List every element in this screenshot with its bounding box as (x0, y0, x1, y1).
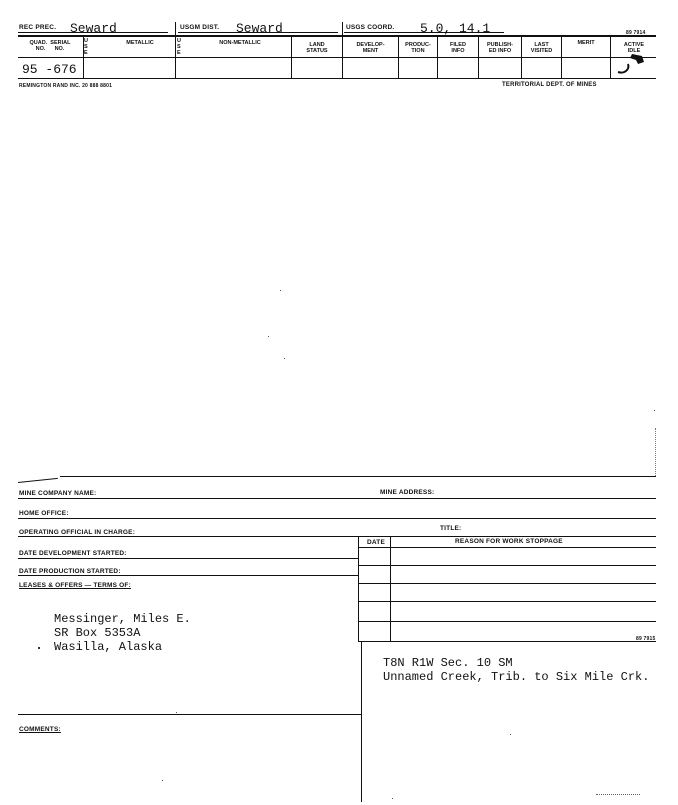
stoppage-row (358, 565, 656, 566)
row-rule (18, 498, 656, 499)
usgm-underline (178, 32, 338, 33)
scan-speck (654, 410, 655, 411)
mine-address-label: MINE ADDRESS: (380, 489, 435, 496)
bottom-index-card (0, 470, 678, 805)
data-row-rule (18, 78, 656, 79)
scan-speck (268, 336, 269, 337)
scan-speck (162, 780, 163, 781)
department-imprint: TERRITORIAL DEPT. OF MINES (502, 82, 597, 88)
row-rule (18, 518, 656, 519)
quad-serial-value: 95 -676 (22, 62, 77, 77)
filed-info-header: FILED INFO (450, 42, 466, 54)
top-form-number: 89 7914 (626, 30, 646, 36)
bullet-mark (38, 647, 40, 649)
stoppage-row (358, 583, 656, 584)
usgm-dist-label: USGM DIST. (180, 24, 220, 31)
col-sep (175, 22, 176, 78)
title-label: TITLE: (440, 525, 462, 532)
date-production-started-label: DATE PRODUCTION STARTED: (19, 568, 121, 575)
row-rule (18, 558, 358, 559)
active-idle-header: ACTIVE IDLE (623, 42, 645, 54)
top-index-card (0, 0, 678, 100)
development-header: DEVELOP- MENT (356, 42, 385, 54)
rec-prec-value: Seward (70, 21, 117, 36)
merit-header: MERIT (577, 40, 595, 46)
comments-label: COMMENTS: (19, 726, 61, 733)
active-marker-icon (614, 52, 648, 78)
owner-box: SR Box 5353A (54, 626, 141, 640)
usgm-dist-value: Seward (236, 21, 283, 36)
rec-prec-underline (18, 32, 168, 33)
mine-company-name-label: MINE COMPANY NAME: (19, 490, 97, 497)
stoppage-row (358, 641, 656, 642)
use-metallic-header: U S E (84, 38, 88, 56)
reason-header: REASON FOR WORK STOPPAGE (455, 538, 563, 545)
card-top-edge (60, 476, 656, 477)
production-header: PRODUC- TION (405, 42, 431, 54)
use-nonmetallic-header: U S E (177, 38, 181, 56)
stoppage-row (358, 621, 656, 622)
scan-edge (655, 428, 656, 476)
owner-name: Messinger, Miles E. (54, 612, 191, 626)
lower-divider (361, 642, 362, 802)
leases-label: LEASES & OFFERS — TERMS OF: (19, 582, 131, 589)
date-development-started-label: DATE DEVELOPMENT STARTED: (19, 550, 127, 557)
scan-speck (392, 798, 393, 799)
rec-prec-label: REC PREC. (19, 24, 57, 31)
metallic-header: METALLIC (126, 40, 154, 46)
quad-serial-header: QUAD. SERIAL NO. NO. (29, 40, 71, 52)
scan-speck (176, 712, 177, 713)
scan-speck (284, 358, 285, 359)
date-header: DATE (367, 539, 386, 546)
stoppage-header-rule (358, 547, 656, 548)
comments-rule (18, 714, 361, 715)
land-status-header: LAND STATUS (306, 42, 328, 54)
nonmetallic-header: NON-METALLIC (219, 40, 261, 46)
card-top-edge-left (18, 478, 58, 483)
location-creek: Unnamed Creek, Trib. to Six Mile Crk. (383, 670, 650, 684)
usgs-coord-value: 5.0, 14.1 (420, 21, 491, 36)
usgs-coord-label: USGS COORD. (346, 24, 395, 31)
scan-speck (510, 734, 511, 735)
last-visited-header: LAST VISITED (530, 42, 553, 54)
home-office-label: HOME OFFICE: (19, 510, 69, 517)
scan-speck (280, 290, 281, 291)
usgs-underline (344, 32, 504, 33)
bottom-form-number: 89 7915 (636, 636, 656, 642)
owner-city: Wasilla, Alaska (54, 640, 163, 654)
location-township: T8N R1W Sec. 10 SM (383, 656, 513, 670)
stoppage-date-col (390, 536, 391, 642)
operating-official-label: OPERATING OFFICIAL IN CHARGE: (19, 529, 136, 536)
row-rule (18, 575, 358, 576)
printer-imprint: REMINGTON RAND INC. 20 888 8801 (19, 83, 113, 89)
stoppage-row (358, 601, 656, 602)
scan-smudge (596, 794, 640, 795)
published-info-header: PUBLISH- ED INFO (487, 42, 513, 54)
row-rule (18, 536, 656, 537)
stoppage-left-border (358, 536, 359, 642)
